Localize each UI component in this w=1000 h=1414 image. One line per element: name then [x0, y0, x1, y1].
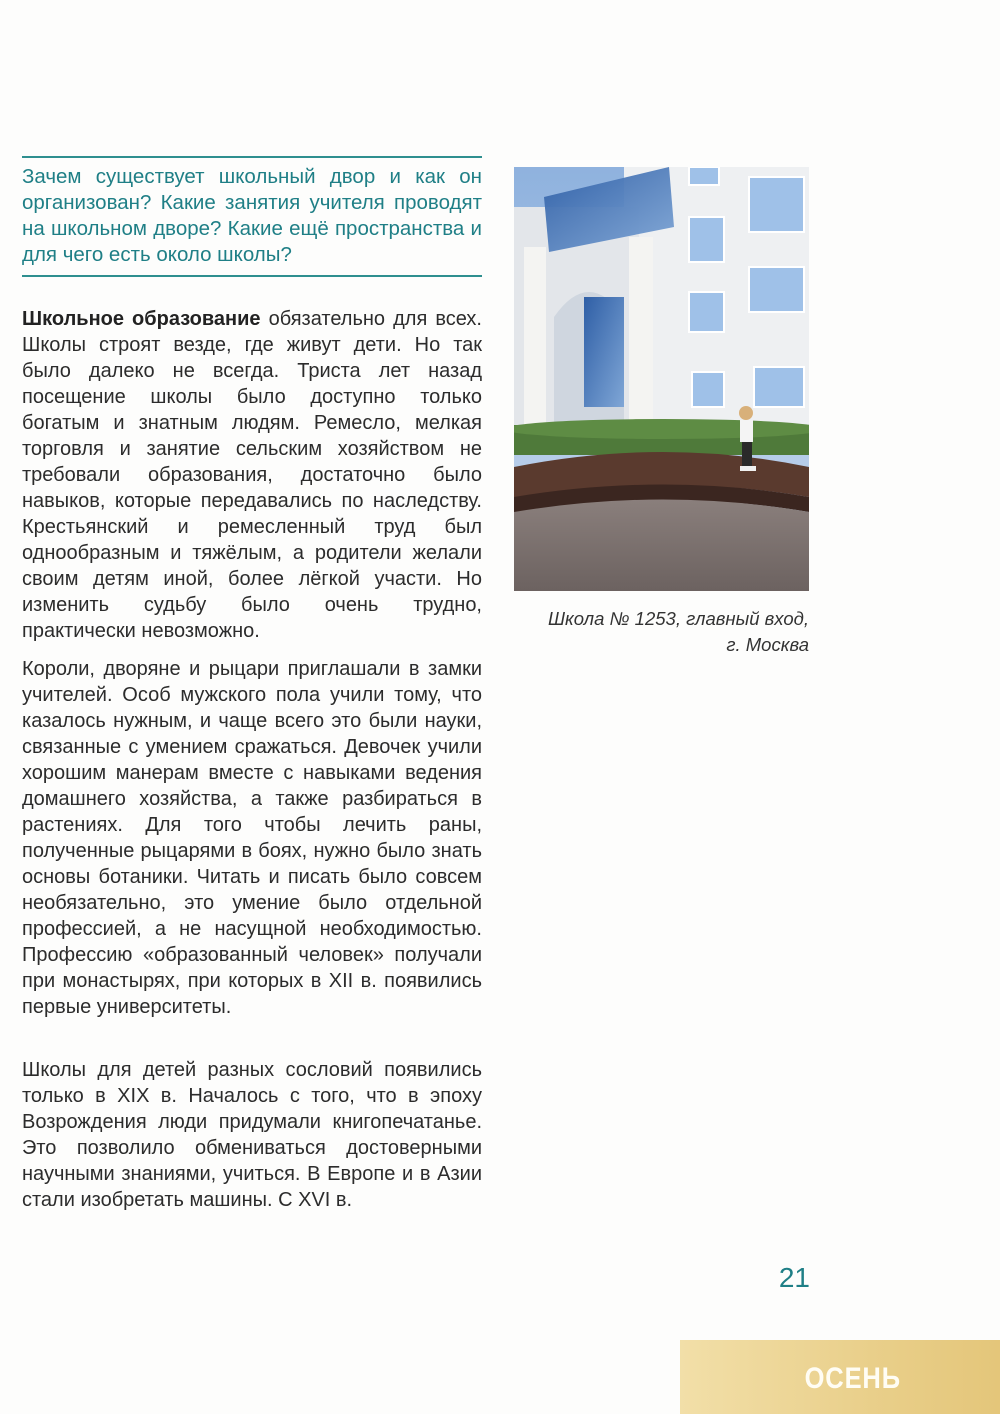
caption-line-2: г. Москва [726, 634, 809, 655]
season-tab [680, 1340, 1000, 1414]
paragraph-1-text: обязательно для всех. Школы строят везде, где живут дети. Но так было далеко не всегда. Триста лет назад посещение школы было доступно только богатым и знатным людям. Ремесло, мелкая торговля и занятие сельским хозяйством не требовали образования, достаточно было навыков, которые передавались по наследству. Крестьянский и ремесленный труд был однообразным и тяжёлым, а родители желали своим детям иной, более лёгкой участи. Но изменить судьбу было очень трудно, практически невозможно. [22, 308, 482, 642]
page-number: 21 [778, 1262, 810, 1293]
question-box [22, 156, 482, 277]
caption-line-1: Школа № 1253, главный вход, [548, 608, 809, 629]
paragraph-3: Школы для детей разных сословий появились только в XIX в. Началось с того, что в эпоху Возрождения люди придумали книгопечатанье. Это позволило обмениваться достоверными научными знаниями, учиться. В Европе и в Азии стали изобретать машины. С XVI в. [22, 1059, 482, 1211]
paragraph-1 [22, 306, 482, 644]
season-label: ОСЕНЬ [804, 1362, 901, 1395]
paragraph-2: Короли, дворяне и рыцари приглашали в замки учителей. Особ мужского пола учили тому, что казалось нужным, и чаще всего это были науки, связанные с умением сражаться. Девочек учили хорошим манерам вместе с навыками ведения домашнего хозяйства, а также разбираться в растениях. Для того чтобы лечить раны, полученные рыцарями в боях, нужно было знать основы ботаники. Читать и писать было совсем необязательно, это умение было отдельной профессией, а не насущной необходимостью. Профессию «образованный человек» получали при монастырях, при которых в XII в. появились первые университеты. [22, 658, 482, 1018]
photo-caption [514, 606, 809, 658]
paragraph-1-term: Школьное образование [22, 308, 261, 330]
school-photo [514, 167, 809, 591]
question-text: Зачем существует школьный двор и как он организован? Какие занятия учителя проводят на школьном дворе? Какие ещё пространства и для чего есть около школы? [22, 165, 482, 266]
